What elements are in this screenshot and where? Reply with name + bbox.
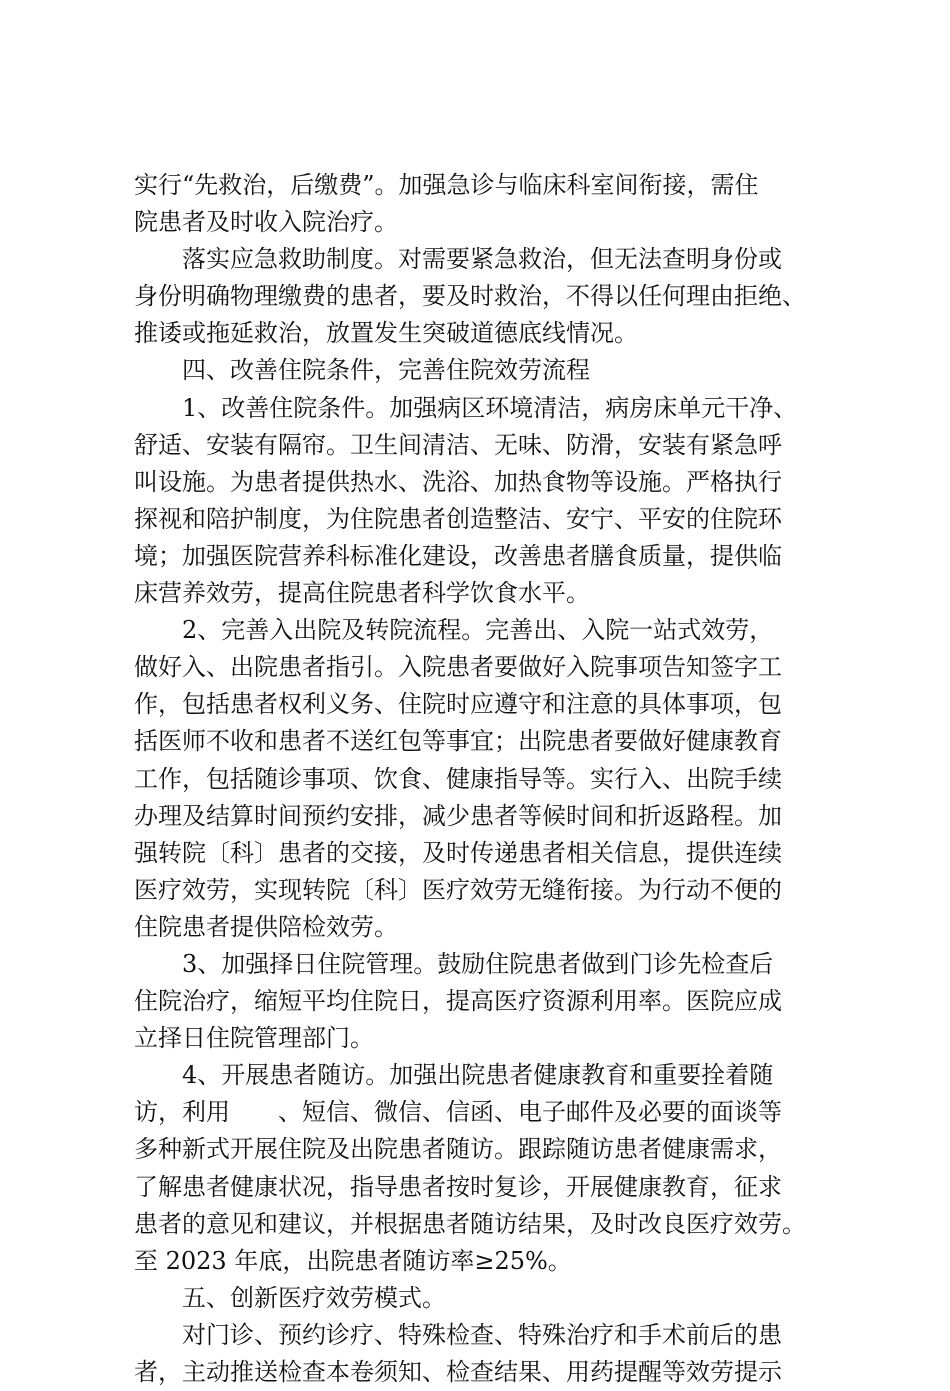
text-line: 医疗效劳，实现转院〔科〕医疗效劳无缝衔接。为行动不便的 (134, 875, 782, 904)
text-line: 身份明确物理缴费的患者，要及时救治，不得以任何理由拒绝、 (134, 282, 806, 311)
text-line: 至 2023 年底，出院患者随访率≥25%。 (134, 1246, 572, 1275)
text-line: 办理及结算时间预约安排，减少患者等候时间和折返路程。加 (134, 801, 782, 830)
text-line: 五、创新医疗效劳模式。 (134, 1283, 446, 1312)
text-line: 多种新式开展住院及出院患者随访。跟踪随访患者健康需求， (134, 1135, 782, 1164)
text-line: 住院治疗，缩短平均住院日，提高医疗资源利用率。医院应成 (134, 987, 782, 1016)
text-line: 叫设施。为患者提供热水、洗浴、加热食物等设施。严格执行 (134, 467, 782, 496)
text-line: 探视和陪护制度，为住院患者创造整洁、安宁、平安的住院环 (134, 504, 782, 533)
text-line: 推诿或拖延救治，放置发生突破道德底线情况。 (134, 319, 638, 348)
text-line: 舒适、安装有隔帘。卫生间清洁、无味、防滑，安装有紧急呼 (134, 430, 782, 459)
text-line: 境；加强医院营养科标准化建设，改善患者膳食质量，提供临 (134, 541, 782, 570)
text-line: 者，主动推送检查本卷须知、检查结果、用药提醒等效劳提示 (134, 1358, 782, 1386)
text-line: 做好入、出院患者指引。入院患者要做好入院事项告知签字工 (134, 653, 782, 682)
text-line: 立择日住院管理部门。 (134, 1024, 374, 1053)
text-line: 强转院〔科〕患者的交接，及时传递患者相关信息，提供连续 (134, 838, 782, 867)
text-line: 落实应急救助制度。对需要紧急救治，但无法查明身份或 (134, 245, 782, 274)
text-line: 2、完善入出院及转院流程。完善出、入院一站式效劳， (134, 616, 774, 645)
text-line: 了解患者健康状况，指导患者按时复诊，开展健康教育，征求 (134, 1172, 782, 1201)
document-body (134, 167, 834, 1391)
text-line: 作，包括患者权利义务、住院时应遵守和注意的具体事项，包 (134, 690, 782, 719)
text-line: 四、改善住院条件，完善住院效劳流程 (134, 356, 590, 385)
text-line: 对门诊、预约诊疗、特殊检查、特殊治疗和手术前后的患 (134, 1320, 782, 1349)
text-line: 3、加强择日住院管理。鼓励住院患者做到门诊先检查后 (134, 949, 774, 978)
text-line: 患者的意见和建议，并根据患者随访结果，及时改良医疗效劳。 (134, 1209, 806, 1238)
text-line: 实行“先救治，后缴费”。加强急诊与临床科室间衔接，需住 (134, 171, 759, 199)
text-line: 访，利用 、短信、微信、信函、电子邮件及必要的面谈等 (134, 1098, 782, 1127)
text-line: 院患者及时收入院治疗。 (134, 208, 398, 237)
text-line: 床营养效劳，提高住院患者科学饮食水平。 (134, 579, 590, 608)
text-line: 工作，包括随诊事项、饮食、健康指导等。实行入、出院手续 (134, 764, 782, 793)
text-line: 括医师不收和患者不送红包等事宜；出院患者要做好健康教育 (134, 727, 782, 756)
text-line: 4、开展患者随访。加强出院患者健康教育和重要拴着随 (134, 1061, 774, 1090)
text-line: 1、改善住院条件。加强病区环境清洁，病房床单元干净、 (134, 393, 798, 422)
text-line: 住院患者提供陪检效劳。 (134, 912, 398, 941)
